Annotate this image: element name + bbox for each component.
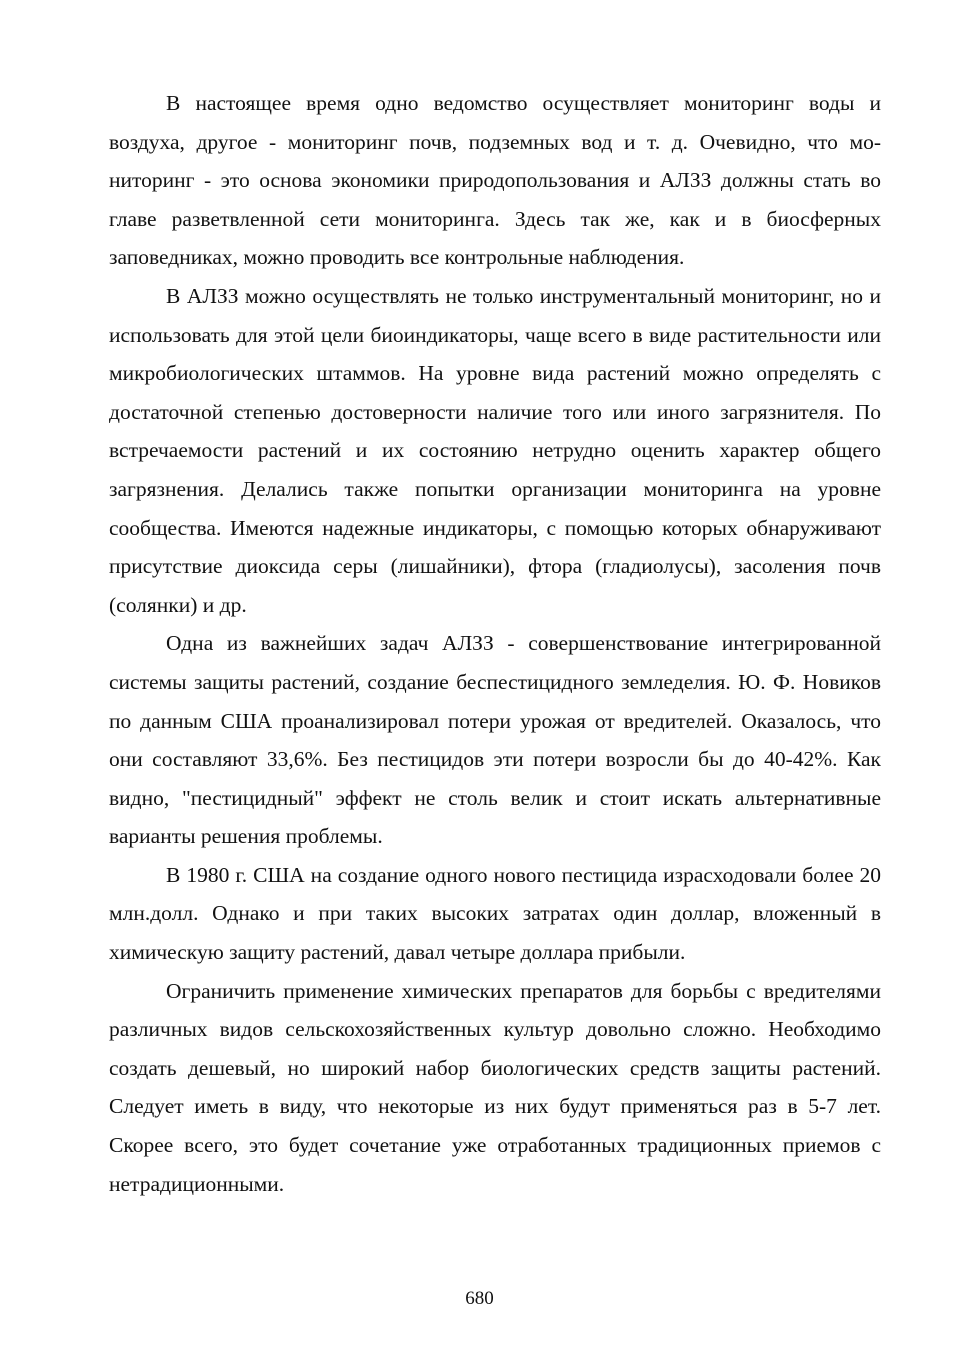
page-number: 680	[465, 1288, 494, 1309]
paragraph-pesticide-cost: В 1980 г. США на создание одного нового пестицида израсходовали более 20 млн.долл. Однако и при таких высоких затратах один доллар, вложенный в химическую защиту растений, давал четыре доллара прибыли.	[109, 862, 881, 965]
paragraph-biological-means: Ограничить применение химических препаратов для борьбы с вредителями различных видов сельскохозяйственных культур довольно сложно. Необходимо создать дешевый, но широкий набор биологических средств защиты растений. Следует иметь в виду, что некоторые из них будут применяться раз в 5-7 лет. Скорее всего, это будет сочетание уже отработанных традиционных приемов с нетрадиционными.	[109, 978, 881, 1196]
paragraph-plant-protection: Одна из важнейших задач АЛЗЗ - совершенствование интегрированной системы защиты растений, создание беспестицидного земледелия. Ю. Ф. Новиков по данным США проанализировал потери урожая от вредителей. Оказалось, что они составляют 33,6%. Без пестицидов эти потери возросли бы до 40-42%. Как видно, "пестицидный" эффект не столь велик и стоит искать альтернативные варианты решения проблемы.	[109, 631, 881, 849]
document-body	[109, 84, 881, 1203]
paragraph-bioindicators: В АЛЗЗ можно осуществлять не только инструментальный мониторинг, но и использовать для этой цели биоиндикаторы, чаще всего в виде растительности или микробиологических штаммов. На уровне вида растений можно определять с достаточной степенью достоверности наличие того или иного загрязнителя. По встречаемости растений и их состоянию нетрудно оценить характер общего загрязнения. Делались также попытки организации мониторинга на уровне сообщества. Имеются надежные индикаторы, с помощью которых обнаруживают присутствие диоксида серы (лишайники), фтора (гладиолусы), засоления почв (солянки) и др.	[109, 283, 881, 617]
paragraph-monitoring: В настоящее время одно ведомство осуществляет мониторинг воды и воздуха, другое - мониторинг почв, подземных вод и т. д. Очевидно, что мониторинг - это основа экономики природопользования и АЛЗЗ должны стать во главе разветвленной сети мониторинга. Здесь так же, как и в биосферных заповедниках, можно проводить все контрольные наблюдения.	[109, 91, 881, 270]
